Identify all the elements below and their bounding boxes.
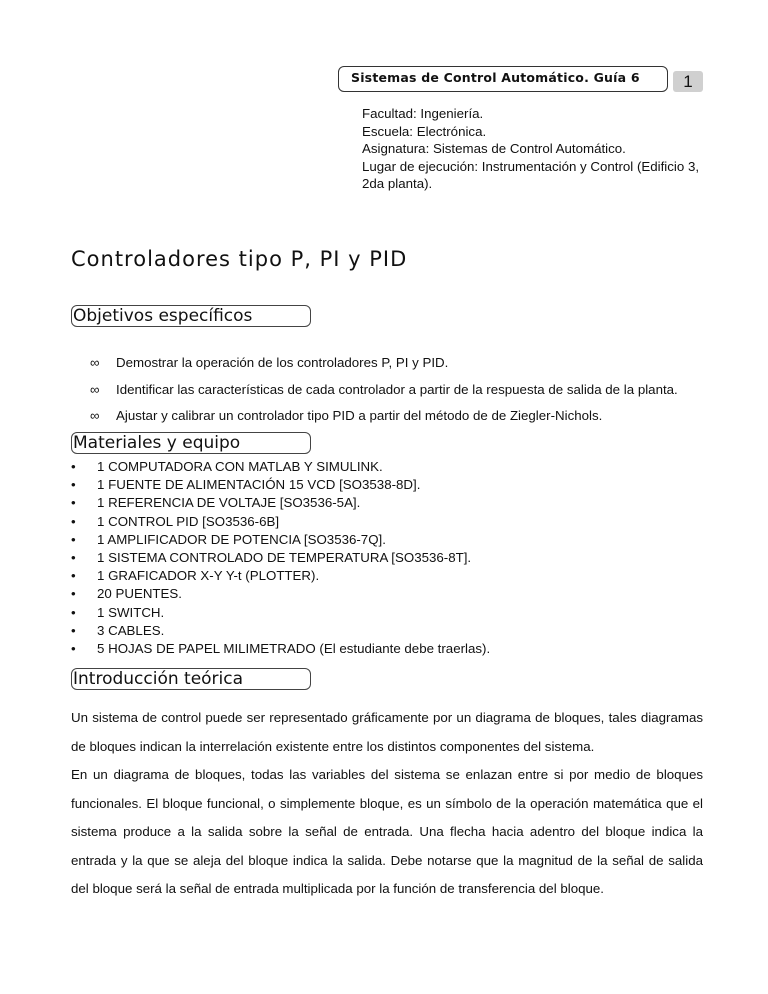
bullet-icon: • [71,513,76,529]
bullet-icon: • [71,586,76,602]
list-item [71,513,490,531]
bullet-icon: • [71,568,76,584]
item-text: 1 CONTROL PID [SO3536-6B] [97,513,280,529]
info-school: Escuela: Electrónica. [362,123,487,139]
item-text: 3 CABLES. [97,622,165,638]
materials-list [71,458,490,658]
item-text: 20 PUENTES. [97,586,182,602]
intro-paragraph-2: En un diagrama de bloques, todas las variables del sistema se enlazan entre si por medio de bloques funcionales. El bloque funcional, o simplemente bloque, es un símbolo de la operación matemática que el sistema produce a la salida sobre la señal de entrada. Una flecha hacia adentro del bloque indica la entrada y la que se aleja del bloque indica la salida. Debe notarse que la magnitud de la señal de salida del bloque será la señal de entrada multiplicada por la función de transferencia del bloque. [71,767,703,896]
list-item [71,604,490,622]
bullet-icon: ∞ [90,408,100,423]
list-item [71,640,490,658]
item-text: 1 SISTEMA CONTROLADO DE TEMPERATURA [SO3536-8T]. [97,550,472,566]
list-item [71,476,490,494]
intro-paragraph-1: Un sistema de control puede ser representado gráficamente por un diagrama de bloques, tales diagramas de bloques indican la interrelación existente entre los distintos componentes del sistema. [71,710,703,754]
running-header [338,66,668,92]
intro-body [71,704,703,904]
item-text: 1 SWITCH. [97,604,165,620]
item-text: Demostrar la operación de los controladores P, PI y PID. [116,355,449,370]
bullet-icon: • [71,477,76,493]
item-text: 5 HOJAS DE PAPEL MILIMETRADO (El estudiante debe traerlas). [97,641,491,657]
item-text: 1 COMPUTADORA CON MATLAB Y SIMULINK. [97,459,383,474]
list-item [71,622,490,640]
info-location: Lugar de ejecución: Instrumentación y Control (Edificio 3, 2da planta). [362,158,700,191]
bullet-icon: • [71,641,76,657]
bullet-icon: • [71,531,76,547]
bullet-icon: • [71,459,76,474]
page-number: 1 [673,71,703,92]
objectives-list [90,350,730,430]
bullet-icon: ∞ [90,381,100,397]
list-item [71,494,490,512]
item-text: 1 AMPLIFICADOR DE POTENCIA [SO3536-7Q]. [97,531,386,547]
bullet-icon: • [71,604,76,620]
list-item [90,403,730,430]
section-heading-materiales: Materiales y equipo [71,432,311,454]
bullet-icon: • [71,622,76,638]
list-item [71,549,490,567]
document-title: Controladores tipo P, PI y PID [71,247,408,271]
list-item [71,458,490,476]
list-item [71,567,490,585]
info-faculty: Facultad: Ingeniería. [362,106,484,121]
bullet-icon: • [71,550,76,566]
info-subject: Asignatura: Sistemas de Control Automático. [362,141,626,156]
bullet-icon: ∞ [90,355,100,370]
section-heading-intro: Introducción teórica [71,668,311,690]
item-text: Ajustar y calibrar un controlador tipo PID a partir del método de de Ziegler-Nichols. [116,408,603,423]
item-text: Identificar las características de cada controlador a partir de la respuesta de salida de la planta. [116,381,678,397]
info-block [362,105,722,193]
list-item [71,531,490,549]
header-title: Sistemas de Control Automático. Guía 6 [351,70,640,85]
list-item [71,585,490,603]
section-heading-objetivos: Objetivos específicos [71,305,311,327]
list-item [90,350,730,377]
item-text: 1 FUENTE DE ALIMENTACIÓN 15 VCD [SO3538-8D]. [97,477,421,493]
list-item [90,377,730,404]
bullet-icon: • [71,495,76,511]
item-text: 1 REFERENCIA DE VOLTAJE [SO3536-5A]. [97,495,361,511]
item-text: 1 GRAFICADOR X-Y Y-t (PLOTTER). [97,568,320,584]
